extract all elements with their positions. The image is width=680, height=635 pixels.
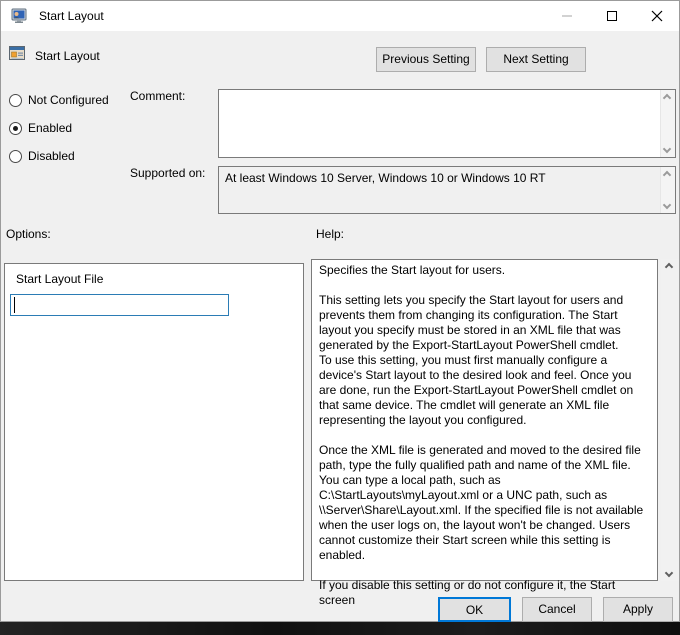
previous-setting-button[interactable]: Previous Setting <box>376 47 476 72</box>
minimize-button[interactable] <box>544 1 589 31</box>
radio-not-configured[interactable] <box>9 93 109 107</box>
policy-setting-icon <box>9 45 26 62</box>
comment-scrollbar[interactable] <box>660 90 675 157</box>
window-controls <box>544 1 679 31</box>
radio-label: Disabled <box>28 149 75 163</box>
help-paragraph: Specifies the Start layout for users. <box>319 263 506 277</box>
radio-circle[interactable] <box>9 94 22 107</box>
options-section-label: Options: <box>6 227 51 241</box>
supported-scrollbar[interactable] <box>660 167 675 213</box>
supported-on-label: Supported on: <box>130 166 206 180</box>
radio-label: Enabled <box>28 121 73 135</box>
window-title: Start Layout <box>39 9 104 23</box>
radio-label: Not Configured <box>28 93 109 107</box>
supported-on-value: At least Windows 10 Server, Windows 10 or Windows 10 RT <box>225 171 546 185</box>
maximize-icon <box>607 11 617 21</box>
radio-circle-checked[interactable] <box>9 122 22 135</box>
setting-name: Start Layout <box>35 49 100 63</box>
help-paragraph: To use this setting, you must first manually configure a device's Start layout to the desired look and feel. Once you are done, run the Export-StartLayout PowerShell cmdlet on that same device. The cmdlet will generate an XML file representing the layout you configured. <box>319 353 634 427</box>
group-policy-app-icon <box>11 8 27 24</box>
start-layout-file-label: Start Layout File <box>16 272 104 286</box>
scroll-down-icon[interactable] <box>663 201 671 209</box>
help-scrollbar[interactable] <box>661 259 679 581</box>
supported-on-box <box>218 166 676 214</box>
scroll-up-icon[interactable] <box>663 94 671 102</box>
close-button[interactable] <box>634 1 679 31</box>
comment-textarea[interactable] <box>218 89 676 158</box>
comment-label: Comment: <box>130 89 186 103</box>
title-bar[interactable] <box>1 1 679 31</box>
scroll-up-icon[interactable] <box>665 263 673 271</box>
next-setting-button[interactable]: Next Setting <box>486 47 586 72</box>
desktop-background <box>0 622 680 635</box>
help-paragraph: This setting lets you specify the Start layout for users and prevents them from changing its configuration. The Start layout you specify must be stored in an XML file that was generated by the Export-StartLayout PowerShell cmdlet. <box>319 293 624 352</box>
start-layout-file-input[interactable] <box>10 294 229 316</box>
radio-circle[interactable] <box>9 150 22 163</box>
help-paragraph: If you disable this setting or do not configure it, the Start screen <box>319 578 616 607</box>
help-section-label: Help: <box>316 227 345 241</box>
scroll-down-icon[interactable] <box>663 145 671 153</box>
cancel-button[interactable]: Cancel <box>522 597 592 622</box>
options-panel <box>4 263 304 581</box>
scroll-up-icon[interactable] <box>663 171 671 179</box>
radio-disabled[interactable] <box>9 149 75 163</box>
apply-button[interactable]: Apply <box>603 597 673 622</box>
scroll-down-icon[interactable] <box>665 569 673 577</box>
close-icon <box>652 11 662 21</box>
ok-button[interactable]: OK <box>438 597 511 622</box>
text-caret <box>14 297 15 313</box>
minimize-icon <box>562 11 572 21</box>
maximize-button[interactable] <box>589 1 634 31</box>
help-paragraph: Once the XML file is generated and moved to the desired file path, type the fully qualified path and name of the XML file. You can type a local path, such as C:\StartLayouts\myLayout.xml or a UNC path, such as \\Server\Share\Layout.xml. If the specified file is not available when the user logs on, the layout won't be changed. Users cannot customize their Start screen while this setting is enabled. <box>319 443 644 562</box>
radio-enabled[interactable] <box>9 121 72 135</box>
help-text-panel[interactable] <box>311 259 658 607</box>
